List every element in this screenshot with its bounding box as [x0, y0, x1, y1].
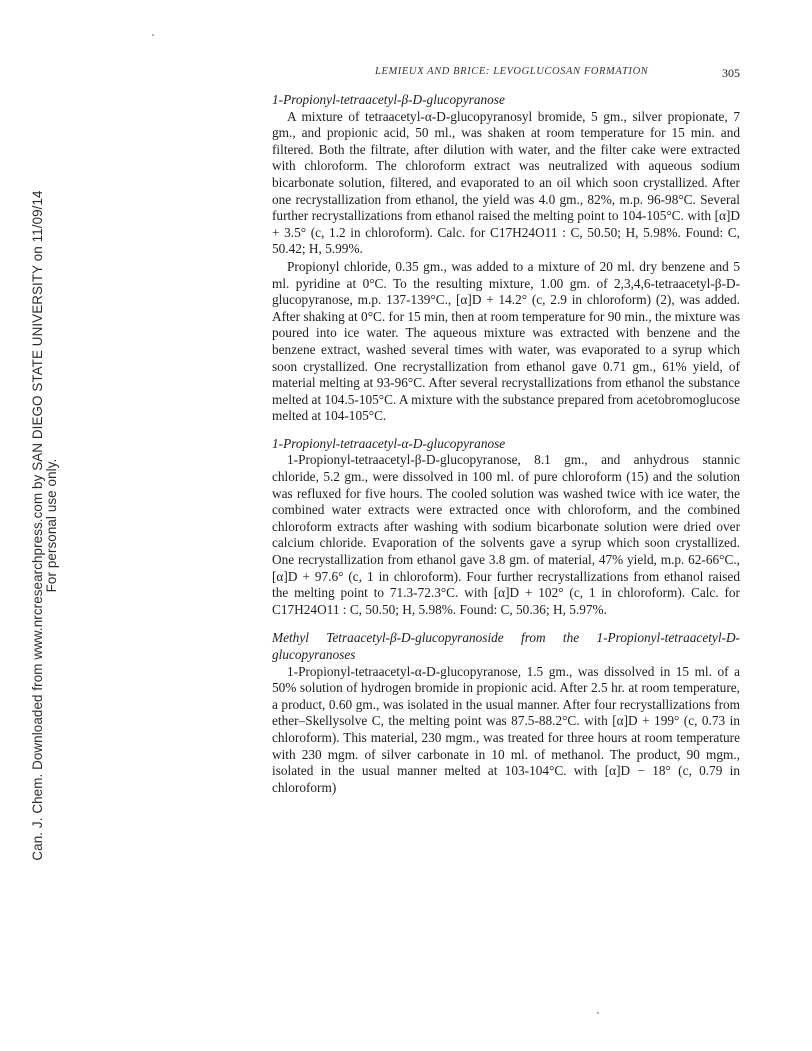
paper-speck — [152, 34, 154, 36]
section-alpha-propionyl — [272, 436, 740, 619]
page-number: 305 — [722, 66, 740, 80]
paragraph: 1-Propionyl-tetraacetyl-α-D-glucopyranose, 1.5 gm., was dissolved in 15 ml. of a 50% solution of hydrogen bromide in propionic acid. After 2.5 hr. at room temperature, a product, 0.60 gm., was isolated in the usual manner. After four recrystallizations from ether–Skellysolve C, the melting point was 87.5-88.2°C. with [α]D + 199° (c, 0.73 in chloroform). This material, 230 mgm., was treated for three hours at room temperature with 230 mgm. of silver carbonate in 10 ml. of methanol. The product, 90 mgm., isolated in the usual manner melted at 103-104°C. with [α]D − 18° (c, 0.79 in chloroform) — [272, 663, 740, 795]
running-head: LEMIEUX AND BRICE: LEVOGLUCOSAN FORMATION — [375, 66, 649, 77]
page-header — [272, 66, 740, 84]
article-body — [272, 92, 740, 796]
watermark-line-usage: For personal use only. — [44, 458, 59, 593]
paper-speck — [597, 1012, 599, 1014]
section-beta-propionyl — [272, 92, 740, 425]
paragraph: A mixture of tetraacetyl-α-D-glucopyranosyl bromide, 5 gm., silver propionate, 7 gm., and propionic acid, 50 ml., was shaken at room temperature for 15 min. and filtered. Both the filtrate, after dilution with water, and the filter cake were extracted with chloroform. The chloroform extract was neutralized with aqueous sodium bicarbonate solution, filtered, and evaporated to an oil which soon crystallized. After one recrystallization from ethanol, the yield was 4.0 gm., 82%, m.p. 96-98°C. Several further recrystallizations from ethanol raised the melting point to 104-105°C. with [α]D + 3.5° (c, 1.2 in chloroform). Calc. for C17H24O11 : C, 50.50; H, 5.98%. Found: C, 50.42; H, 5.99%. — [272, 108, 740, 257]
paragraph: Propionyl chloride, 0.35 gm., was added to a mixture of 20 ml. dry benzene and 5 ml. pyridine at 0°C. To the resulting mixture, 1.00 gm. of 2,3,4,6-tetraacetyl-β-D-glucopyranose, m.p. 137-139°C., [α]D + 14.2° (c, 2.9 in chloroform) (2), was added. After shaking at 0°C. for 15 min, then at room temperature for 90 min., the mixture was poured into ice water. The aqueous mixture was extracted with benzene and the benzene extract, washed several times with water, was evaporated to a syrup which soon crystallized. One recrystallization from ethanol gave 0.71 gm., 61% yield, of material melting at 93-96°C. After several recrystallizations from ethanol the substance melted at 104.5-105°C. A mixture with the substance prepared from acetobromoglucose melted at 104-105°C. — [272, 258, 740, 424]
section-methyl-glucopyranoside — [272, 630, 740, 796]
paragraph: 1-Propionyl-tetraacetyl-β-D-glucopyranose, 8.1 gm., and anhydrous stannic chloride, 5.2 gm., were dissolved in 100 ml. of pure chloroform (15) and the solution was refluxed for five hours. The cooled solution was washed twice with ice water, the combined water extracts were extracted once with chloroform, and the combined chloroform extracts after washing with sodium bicarbonate solution were dried over calcium chloride. Evaporation of the solvents gave a syrup which soon crystallized. One recrystallization from ethanol gave 3.8 gm. of material, 47% yield, m.p. 62-66°C., [α]D + 97.6° (c, 1 in chloroform). Four further recrystallizations from ethanol raised the melting point to 71.3-72.3°C. with [α]D + 102° (c, 1 in chloroform). Calc. for C17H24O11 : C, 50.50; H, 5.98%. Found: C, 50.36; H, 5.97%. — [272, 452, 740, 617]
section-heading: 1-Propionyl-tetraacetyl-β-D-glucopyranose — [272, 92, 505, 107]
section-heading: 1-Propionyl-tetraacetyl-α-D-glucopyranose — [272, 435, 506, 451]
section-heading: Methyl Tetraacetyl-β-D-glucopyranoside from the 1-Propionyl-tetraacetyl-D-glucopyranoses — [272, 630, 740, 662]
watermark-line-source: Can. J. Chem. Downloaded from www.nrcresearchpress.com by SAN DIEGO STATE UNIVERSITY on 11/09/14 — [30, 190, 45, 861]
download-watermark — [0, 0, 60, 1051]
